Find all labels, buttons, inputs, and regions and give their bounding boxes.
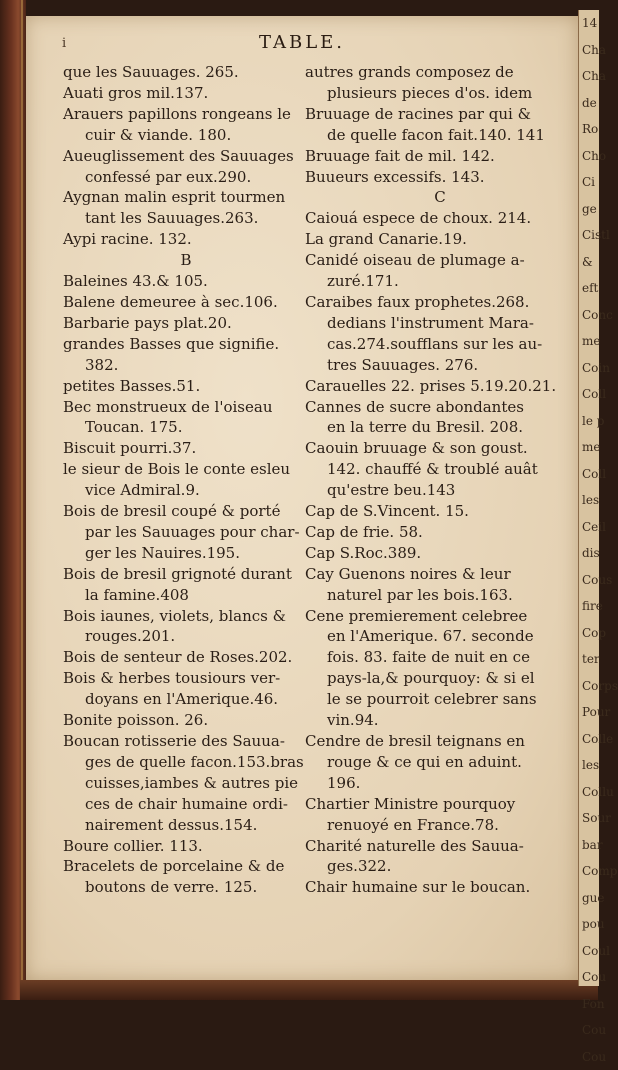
index-entry-line: fois. 83. faite de nuit en ce xyxy=(305,647,575,668)
facing-page-fragment: Coll xyxy=(579,461,599,488)
index-entry-line: Arauers papillons rongeans le xyxy=(63,104,309,125)
index-entry-line: que les Sauuages. 265. xyxy=(63,62,309,83)
index-entry xyxy=(305,543,575,564)
facing-page-fragment: gue xyxy=(579,885,599,912)
index-entry-line: Bruuage de racines par qui & xyxy=(305,104,575,125)
index-entry-line: vin.94. xyxy=(305,710,575,731)
index-entry-line: Aueuglissement des Sauuages xyxy=(63,146,309,167)
index-entry-line: Aypi racine. 132. xyxy=(63,229,309,250)
index-entry-line: plusieurs pieces d'os. idem xyxy=(305,83,575,104)
facing-page-fragment: Cha xyxy=(579,37,599,64)
facing-page-edge xyxy=(578,10,599,986)
index-entry-line: naturel par les bois.163. xyxy=(305,585,575,606)
facing-page-fragment: ge xyxy=(579,196,599,223)
facing-page-fragment: me xyxy=(579,328,599,355)
index-entry xyxy=(305,229,575,250)
index-entry xyxy=(305,397,575,439)
facing-page-fragment: Coll xyxy=(579,381,599,408)
index-entry xyxy=(63,606,309,648)
index-entry xyxy=(63,229,309,250)
index-entry-line: Aygnan malin esprit tourmen xyxy=(63,187,309,208)
index-entry-line: ces de chair humaine ordi- xyxy=(63,794,309,815)
index-entry-line: Bruuage fait de mil. 142. xyxy=(305,146,575,167)
facing-page-fragment: Colle xyxy=(579,726,599,753)
index-entry xyxy=(305,146,575,167)
index-entry-line: Bois iaunes, violets, blancs & xyxy=(63,606,309,627)
section-letter: B xyxy=(63,250,309,271)
index-entry-line: doyans en l'Amerique.46. xyxy=(63,689,309,710)
index-entry xyxy=(63,647,309,668)
index-entry-line: Caouin bruuage & son goust. xyxy=(305,438,575,459)
book-binding-left xyxy=(0,0,26,1000)
book-binding-bottom xyxy=(20,980,598,1000)
index-entry xyxy=(63,438,309,459)
index-entry xyxy=(305,501,575,522)
facing-page-fragment: le p xyxy=(579,408,599,435)
facing-page-fragment: ter xyxy=(579,646,599,673)
index-entry xyxy=(63,459,309,501)
index-entry xyxy=(305,606,575,731)
index-entry xyxy=(63,187,309,229)
index-entry-line: Cannes de sucre abondantes xyxy=(305,397,575,418)
index-entry-line: Cay Guenons noires & leur xyxy=(305,564,575,585)
index-entry-line: ges.322. xyxy=(305,856,575,877)
index-entry xyxy=(305,167,575,188)
facing-page-fragment: fire xyxy=(579,593,599,620)
index-entry-line: rouges.201. xyxy=(63,626,309,647)
facing-page-fragment: Coin xyxy=(579,355,599,382)
index-entry-line: en la terre du Bresil. 208. xyxy=(305,417,575,438)
index-entry-line: Caraibes faux prophetes.268. xyxy=(305,292,575,313)
facing-page-fragment: Pour xyxy=(579,699,599,726)
running-head-title: TABLE. xyxy=(26,32,578,53)
index-entry xyxy=(63,397,309,439)
index-entry xyxy=(305,836,575,878)
index-entry-line: Cap S.Roc.389. xyxy=(305,543,575,564)
facing-page-fragment: Fon xyxy=(579,991,599,1018)
facing-page-fragment: Ro xyxy=(579,116,599,143)
index-entry-line: Chartier Ministre pourquoy xyxy=(305,794,575,815)
index-entry-line: Auati gros mil.137. xyxy=(63,83,309,104)
index-entry-line: tres Sauuages. 276. xyxy=(305,355,575,376)
index-entry xyxy=(63,856,309,898)
page-mark: i xyxy=(62,36,66,51)
index-entry-line: Baleines 43.& 105. xyxy=(63,271,309,292)
facing-page-fragment: Comp xyxy=(579,858,599,885)
index-entry xyxy=(63,836,309,857)
index-entry xyxy=(305,376,575,397)
index-entry xyxy=(305,877,575,898)
facing-page-fragment: bar xyxy=(579,832,599,859)
index-entry xyxy=(63,292,309,313)
index-entry-line: cuisses,iambes & autres pie xyxy=(63,773,309,794)
facing-page-fragment: Cho xyxy=(579,143,599,170)
facing-page-fragment: dis xyxy=(579,540,599,567)
index-entry xyxy=(305,62,575,104)
index-entry xyxy=(63,564,309,606)
index-entry-line: dedians l'instrument Mara- xyxy=(305,313,575,334)
index-entry-line: de quelle facon fait.140. 141 xyxy=(305,125,575,146)
index-entry-line: confessé par eux.290. xyxy=(63,167,309,188)
index-entry xyxy=(63,62,309,83)
index-entry-line: Barbarie pays plat.20. xyxy=(63,313,309,334)
index-entry xyxy=(305,522,575,543)
index-entry-line: pays-la,& pourquoy: & si el xyxy=(305,668,575,689)
index-entry-line: cuir & viande. 180. xyxy=(63,125,309,146)
index-entry-line: 196. xyxy=(305,773,575,794)
index-entry-line: Carauelles 22. prises 5.19.20.21. xyxy=(305,376,575,397)
index-entry-line: Boucan rotisserie des Sauua- xyxy=(63,731,309,752)
index-entry-line: petites Basses.51. xyxy=(63,376,309,397)
facing-page-fragment: me xyxy=(579,434,599,461)
index-entry-line: la famine.408 xyxy=(63,585,309,606)
index-entry-line: La grand Canarie.19. xyxy=(305,229,575,250)
index-entry xyxy=(63,313,309,334)
index-entry-line: Canidé oiseau de plumage a- xyxy=(305,250,575,271)
index-entry-line: ger les Nauires.195. xyxy=(63,543,309,564)
index-entry-line: 142. chauffé & troublé auât xyxy=(305,459,575,480)
facing-page-fragment: Cha xyxy=(579,63,599,90)
index-entry xyxy=(63,334,309,376)
index-entry-line: renuoyé en France.78. xyxy=(305,815,575,836)
index-entry-line: Bois de bresil coupé & porté xyxy=(63,501,309,522)
index-entry-line: Charité naturelle des Sauua- xyxy=(305,836,575,857)
facing-page-fragment: & xyxy=(579,249,599,276)
index-entry-line: Bois & herbes tousiours ver- xyxy=(63,668,309,689)
index-entry-line: Toucan. 175. xyxy=(63,417,309,438)
index-entry-line: Caiouá espece de choux. 214. xyxy=(305,208,575,229)
facing-page-fragment: de xyxy=(579,90,599,117)
index-entry xyxy=(63,731,309,836)
index-entry-line: Cene premierement celebree xyxy=(305,606,575,627)
index-entry xyxy=(63,83,309,104)
facing-page-fragment: les xyxy=(579,487,599,514)
index-entry-line: Biscuit pourri.37. xyxy=(63,438,309,459)
facing-page-fragment: Cistl xyxy=(579,222,599,249)
index-entry-line: autres grands composez de xyxy=(305,62,575,83)
facing-page-fragment: Collu xyxy=(579,779,599,806)
index-column-right xyxy=(305,62,575,898)
index-entry-line: le se pourroit celebrer sans xyxy=(305,689,575,710)
index-entry xyxy=(305,564,575,606)
index-entry-line: 382. xyxy=(63,355,309,376)
index-entry-line: boutons de verre. 125. xyxy=(63,877,309,898)
facing-page-fragment: Cou xyxy=(579,1017,599,1044)
index-entry xyxy=(305,208,575,229)
index-column-left xyxy=(63,62,309,898)
index-entry-line: rouge & ce qui en aduint. xyxy=(305,752,575,773)
index-entry-line: par les Sauuages pour char- xyxy=(63,522,309,543)
index-entry-line: Buueurs excessifs. 143. xyxy=(305,167,575,188)
index-entry xyxy=(63,376,309,397)
index-entry-line: Bois de senteur de Roses.202. xyxy=(63,647,309,668)
index-entry-line: Cap de frie. 58. xyxy=(305,522,575,543)
index-entry xyxy=(63,271,309,292)
index-entry xyxy=(63,104,309,146)
facing-page-fragment: Cou xyxy=(579,964,599,991)
facing-page-fragment: les xyxy=(579,752,599,779)
index-entry-line: nairement dessus.154. xyxy=(63,815,309,836)
facing-page-fragment: pou xyxy=(579,911,599,938)
facing-page-fragment: Cou xyxy=(579,1044,599,1070)
index-entry-line: Bonite poisson. 26. xyxy=(63,710,309,731)
index-entry xyxy=(305,438,575,501)
index-entry xyxy=(305,292,575,376)
facing-page-fragment: 14 xyxy=(579,10,599,37)
facing-page-fragment: Coul xyxy=(579,938,599,965)
index-entry-line: Chair humaine sur le boucan. xyxy=(305,877,575,898)
index-entry-line: tant les Sauuages.263. xyxy=(63,208,309,229)
index-entry-line: Boure collier. 113. xyxy=(63,836,309,857)
section-letter: C xyxy=(305,187,575,208)
facing-page-fragment: Conc xyxy=(579,302,599,329)
index-entry-line: grandes Basses que signifie. xyxy=(63,334,309,355)
index-entry xyxy=(63,668,309,710)
index-entry xyxy=(63,146,309,188)
index-entry-line: ges de quelle facon.153.bras xyxy=(63,752,309,773)
index-entry-line: vice Admiral.9. xyxy=(63,480,309,501)
index-entry-line: Cap de S.Vincent. 15. xyxy=(305,501,575,522)
facing-page-fragment: Corps xyxy=(579,673,599,700)
index-entry-line: Balene demeuree à sec.106. xyxy=(63,292,309,313)
index-entry-line: le sieur de Bois le conte esleu xyxy=(63,459,309,480)
facing-page-fragment: Cous xyxy=(579,567,599,594)
facing-page-fragment: Ceil xyxy=(579,514,599,541)
index-entry-line: en l'Amerique. 67. seconde xyxy=(305,626,575,647)
index-entry-line: Bec monstrueux de l'oiseau xyxy=(63,397,309,418)
index-entry-line: Bois de bresil grignoté durant xyxy=(63,564,309,585)
index-entry xyxy=(305,104,575,146)
index-entry xyxy=(305,794,575,836)
index-entry-line: cas.274.soufflans sur les au- xyxy=(305,334,575,355)
index-entry xyxy=(305,731,575,794)
index-entry xyxy=(63,501,309,564)
index-entry-line: zuré.171. xyxy=(305,271,575,292)
index-entry-line: qu'estre beu.143 xyxy=(305,480,575,501)
facing-page-fragment: Sour xyxy=(579,805,599,832)
index-entry xyxy=(63,710,309,731)
index-entry-line: Cendre de bresil teignans en xyxy=(305,731,575,752)
facing-page-fragment: Cop xyxy=(579,620,599,647)
index-entry xyxy=(305,250,575,292)
facing-page-fragment: eft xyxy=(579,275,599,302)
book-page xyxy=(26,16,578,980)
facing-page-fragment: Ci xyxy=(579,169,599,196)
index-entry-line: Bracelets de porcelaine & de xyxy=(63,856,309,877)
